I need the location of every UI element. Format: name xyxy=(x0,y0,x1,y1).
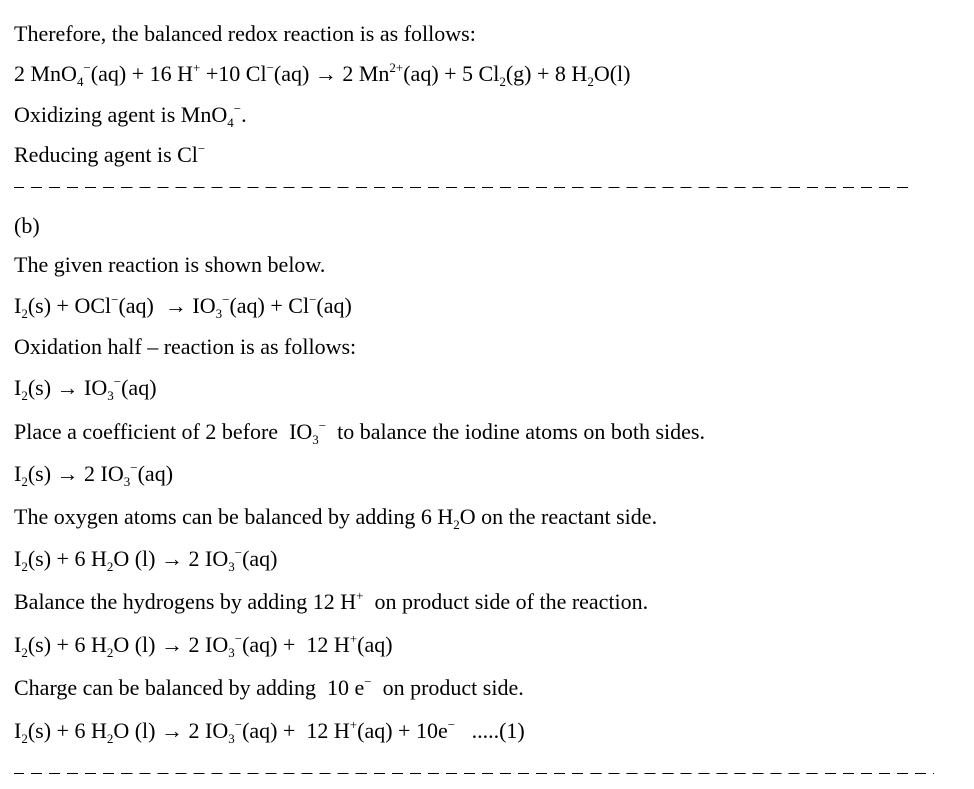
superscript: − xyxy=(111,292,119,307)
text-run: (g) + 8 H xyxy=(505,61,588,86)
text-run: I xyxy=(14,461,22,486)
text-run: O (l) → 2 IO xyxy=(113,632,229,657)
text-run: Charge can be balanced by adding 10 e xyxy=(14,675,365,700)
text-run: (s) → 2 IO xyxy=(27,461,124,486)
superscript: + xyxy=(349,717,358,732)
text-run: Therefore, the balanced redox reaction is as follows: xyxy=(14,21,476,46)
text-run: O (l) → 2 IO xyxy=(113,718,229,743)
subscript: 3 xyxy=(228,559,235,574)
superscript: + xyxy=(193,60,201,75)
superscript: − xyxy=(364,674,372,689)
text-run: O on the reactant side. xyxy=(459,504,658,529)
subscript: 2 xyxy=(21,559,28,574)
subscript: 2 xyxy=(499,74,506,89)
text-run: The oxygen atoms can be balanced by adding 6 H xyxy=(14,504,454,529)
subscript: 2 xyxy=(21,474,28,489)
text-line xyxy=(14,212,40,240)
subscript: 3 xyxy=(228,731,235,746)
text-run: I xyxy=(14,293,22,318)
text-run: Place a coefficient of 2 before IO xyxy=(14,419,313,444)
text-run: (aq) xyxy=(121,375,157,400)
text-run: I xyxy=(14,632,22,657)
text-run: to balance the iodine atoms on both sides. xyxy=(326,419,705,444)
subscript: 3 xyxy=(228,645,235,660)
text-line xyxy=(14,460,173,488)
text-run: . xyxy=(241,102,247,127)
subscript: 2 xyxy=(21,731,28,746)
text-run: (aq) + 10e xyxy=(357,718,448,743)
superscript: − xyxy=(113,374,122,389)
text-run: (aq) → IO xyxy=(118,293,216,318)
text-line xyxy=(14,333,356,361)
subscript: 3 xyxy=(215,306,223,321)
text-run: (aq) + Cl xyxy=(229,293,310,318)
text-line xyxy=(14,60,630,88)
text-line xyxy=(14,631,393,659)
superscript: − xyxy=(222,292,230,307)
superscript: − xyxy=(197,141,206,156)
superscript: − xyxy=(233,101,242,116)
text-line xyxy=(14,503,657,531)
text-run: I xyxy=(14,375,22,400)
superscript: − xyxy=(234,631,243,646)
text-run: (aq) → 2 Mn xyxy=(273,61,390,86)
text-line xyxy=(14,674,524,702)
superscript: 2+ xyxy=(389,60,404,75)
text-run: on product side. xyxy=(371,675,524,700)
subscript: 2 xyxy=(106,559,114,574)
text-line xyxy=(14,141,205,169)
text-run: (s) + 6 H xyxy=(27,632,107,657)
text-line xyxy=(14,545,277,573)
text-run: I xyxy=(14,546,22,571)
subscript: 2 xyxy=(453,517,460,532)
superscript: − xyxy=(447,717,456,732)
text-run: I xyxy=(14,718,22,743)
subscript: 2 xyxy=(21,306,28,321)
text-run: 2 MnO xyxy=(14,61,77,86)
text-run: (aq) + 16 H xyxy=(90,61,194,86)
subscript: 3 xyxy=(123,474,131,489)
text-run: .....(1) xyxy=(455,718,525,743)
text-run: (b) xyxy=(14,213,40,238)
text-run: Reducing agent is Cl xyxy=(14,142,198,167)
text-run: O (l) → 2 IO xyxy=(113,546,229,571)
text-line xyxy=(14,374,157,402)
subscript: 3 xyxy=(107,388,114,403)
section-divider xyxy=(14,773,934,774)
text-run: on product side of the reaction. xyxy=(363,589,649,614)
text-line xyxy=(14,20,476,48)
text-line xyxy=(14,251,325,279)
text-run: (s) + 6 H xyxy=(27,546,107,571)
text-run: (s) + 6 H xyxy=(27,718,107,743)
text-line xyxy=(14,418,705,446)
superscript: − xyxy=(234,545,243,560)
text-run: Balance the hydrogens by adding 12 H xyxy=(14,589,357,614)
subscript: 3 xyxy=(312,432,319,447)
superscript: − xyxy=(234,717,243,732)
superscript: − xyxy=(83,60,91,75)
text-run: (aq) xyxy=(137,461,174,486)
text-run: (s) → IO xyxy=(27,375,108,400)
subscript: 4 xyxy=(227,115,234,130)
subscript: 4 xyxy=(76,74,84,89)
subscript: 2 xyxy=(587,74,594,89)
text-run: (aq) xyxy=(316,293,352,318)
text-run: (aq) xyxy=(357,632,393,657)
text-run: (aq) xyxy=(242,546,278,571)
subscript: 2 xyxy=(106,731,114,746)
section-divider xyxy=(14,187,909,188)
text-line xyxy=(14,588,648,616)
superscript: − xyxy=(318,418,327,433)
text-run: (aq) + 5 Cl xyxy=(403,61,500,86)
text-run: +10 Cl xyxy=(200,61,267,86)
superscript: + xyxy=(356,588,364,603)
subscript: 2 xyxy=(21,645,28,660)
text-line xyxy=(14,717,525,745)
superscript: − xyxy=(309,292,317,307)
subscript: 2 xyxy=(21,388,28,403)
text-run: O(l) xyxy=(593,61,631,86)
superscript: + xyxy=(349,631,358,646)
text-run: (aq) + 12 H xyxy=(242,632,350,657)
text-line xyxy=(14,292,352,320)
text-line xyxy=(14,101,247,129)
text-run: (s) + OCl xyxy=(27,293,112,318)
text-run: Oxidizing agent is MnO xyxy=(14,102,228,127)
superscript: − xyxy=(266,60,274,75)
superscript: − xyxy=(130,460,138,475)
subscript: 2 xyxy=(106,645,114,660)
text-run: The given reaction is shown below. xyxy=(14,252,326,277)
text-run: (aq) + 12 H xyxy=(242,718,350,743)
text-run: Oxidation half – reaction is as follows: xyxy=(14,334,357,359)
